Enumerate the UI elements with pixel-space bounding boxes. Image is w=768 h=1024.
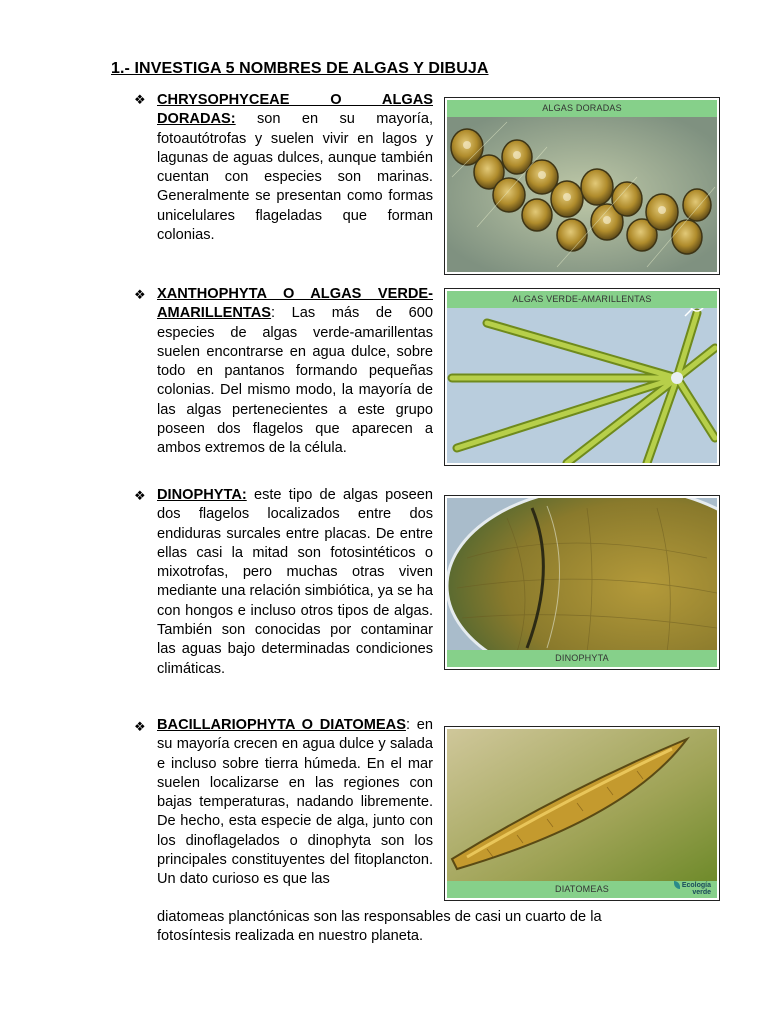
item-4-heading: BACILLARIOPHYTA O DIATOMEAS	[157, 717, 406, 733]
figure-algas-verde-amarillentas	[444, 288, 720, 466]
bullet-icon: ❖	[134, 92, 146, 107]
bullet-icon: ❖	[134, 488, 146, 503]
item-2-heading: XANTHOPHYTA O ALGAS VERDE-AMARILLENTAS	[157, 286, 433, 322]
algas-doradas-image	[447, 117, 717, 272]
item-3-heading: DINOPHYTA:	[157, 487, 247, 503]
item-2-text	[157, 285, 433, 459]
figure-dinophyta	[444, 495, 720, 670]
item-4-text-continued: diatomeas planctónicas son las responsables de casi un cuarto de la fotosíntesis realizada en nuestro planeta.	[157, 909, 602, 945]
logo-leaf-icon	[674, 881, 680, 889]
item-1-heading: CHRYSOPHYCEAE O ALGAS DORADAS:	[157, 92, 433, 128]
figure-caption: ALGAS VERDE-AMARILLENTAS	[447, 291, 717, 308]
item-2-body: : Las más de 600 especies de algas verde-amarillentas suelen encontrarse en agua dulce, sobre todo en pantanos formando pequeñas colonias. Del mismo modo, la mayoría de las algas pertenecientes a este grupo poseen dos flagelos que aparecen a ambos extremos de la célula.	[157, 305, 433, 457]
figure-algas-doradas	[444, 97, 720, 275]
dinophyta-image	[447, 498, 717, 652]
figure-caption: DINOPHYTA	[447, 650, 717, 667]
page-title: 1.- INVESTIGA 5 NOMBRES DE ALGAS Y DIBUJA	[111, 60, 489, 77]
item-4-body: : en su mayoría crecen en agua dulce y salada e incluso sobre tierra húmeda. En el mar suelen localizarse en las regiones con bajas temperaturas, nadando libremente. De hecho, esta especie de alga, junto con los dinoflagelados o dinophyta son los principales constituyentes del fitoplancton. Un dato curioso es que las	[157, 717, 433, 888]
item-1-text	[157, 91, 433, 245]
caption-text: DIATOMEAS	[555, 884, 609, 894]
figure-caption: ALGAS DORADAS	[447, 100, 717, 117]
diatomeas-image	[447, 729, 717, 883]
item-4-text	[157, 716, 433, 890]
bullet-icon: ❖	[134, 719, 146, 734]
item-1-body: son en su mayoría, fotoautótrofas y suelen vivir en lagos y lagunas de aguas dulces, aunque también cuentan con especies son marinas. Generalmente se presentan como formas unicelulares flageladas que forman colonias.	[157, 111, 433, 244]
item-3-text	[157, 486, 433, 679]
item-3-body: este tipo de algas poseen dos flagelos localizados entre dos endiduras surcales entre placas. De entre ellas casi la mitad son fotosintéticos o mixotrofas, pero muchas otras viven mediante una relación simbiótica, ya se ha con hongos e incluso otros tipos de algas. También son conocidas por contaminar las aguas bajo determinadas condiciones climáticas.	[157, 487, 433, 677]
ecologia-verde-logo	[661, 881, 711, 896]
algas-verde-amarillentas-image	[447, 308, 717, 463]
figure-diatomeas	[444, 726, 720, 901]
logo-text: Ecología verde	[681, 881, 711, 896]
bullet-icon: ❖	[134, 287, 146, 302]
